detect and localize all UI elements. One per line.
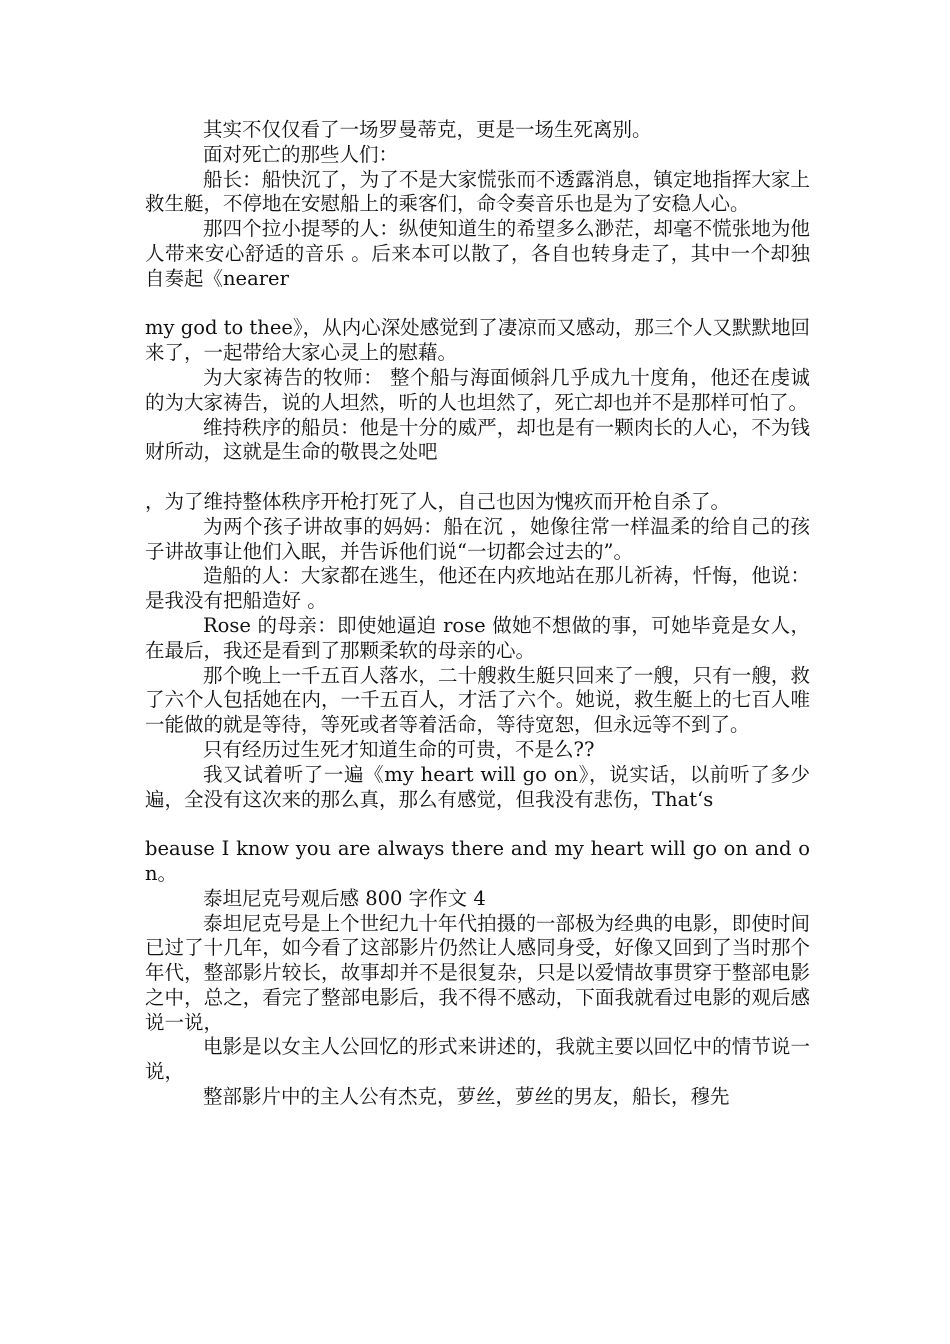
- paragraph-heading-people: 面对死亡的那些人们：: [203, 142, 399, 166]
- paragraph-officer-continued: ，为了维持整体秩序开枪打死了人，自己也因为愧疚而开枪自杀了。: [145, 489, 731, 513]
- section-heading-essay-4: 泰坦尼克号观后感 800 字作文 4: [203, 886, 486, 910]
- paragraph-narration: 电影是以女主人公回忆的形式来讲述的，我就主要以回忆中的情节说一说，: [145, 1035, 810, 1084]
- paragraph-song: 我又试着听了一遍《my heart will go on》，说实话，以前听了多少遍，全没有这次来的那么真，那么有感觉，但我没有悲伤，That‘s: [145, 762, 810, 811]
- paragraph-value-of-life: 只有经历过生死才知道生命的可贵，不是么??: [203, 737, 595, 761]
- paragraph-captain: 船长：船快沉了，为了不是大家慌张而不透露消息，镇定地指挥大家上救生艇，不停地在安慰船上的乘客们，命令奏音乐也是为了安稳人心。: [145, 167, 810, 216]
- paragraph-characters: 整部影片中的主人公有杰克，萝丝，萝丝的男友，船长，穆先: [203, 1085, 730, 1109]
- paragraph-violinists: 那四个拉小提琴的人：纵使知道生的希望多么渺茫，却毫不慌张地为他人带来安心舒适的音乐 。后来本可以散了，各自也转身走了，其中一个却独自奏起《nearer: [145, 217, 810, 290]
- paragraph-rose-mother: Rose 的母亲：即使她逼迫 rose 做她不想做的事，可她毕竟是女人，在最后，我还是看到了那颗柔软的母亲的心。: [145, 613, 810, 662]
- paragraph-essay-intro: 泰坦尼克号是上个世纪九十年代拍摄的一部极为经典的电影，即使时间已过了十几年，如今看了这部影片仍然让人感同身受，好像又回到了当时那个年代，整部影片较长，故事却并不是很复杂，只是以爱情故事贯穿于整部电影之中，总之，看完了整部电影后，我不得不感动，下面我就看过电影的观后感说一说，: [145, 911, 810, 1034]
- paragraph-priest: 为大家祷告的牧师： 整个船与海面倾斜几乎成九十度角，他还在虔诚的为大家祷告，说的人坦然，听的人也坦然了，死亡却也并不是那样可怕了。: [145, 365, 810, 414]
- paragraph-shipbuilder: 造船的人：大家都在逃生，他还在内疚地站在那儿祈祷，忏悔，他说：是我没有把船造好 。: [145, 564, 810, 613]
- paragraph-intro: 其实不仅仅看了一场罗曼蒂克，更是一场生死离别。: [203, 118, 652, 141]
- paragraph-mother-storyteller: 为两个孩子讲故事的妈妈：船在沉 ，她像往常一样温柔的给自己的孩子讲故事让他们入眠，并告诉他们说“一切都会过去的”。: [145, 514, 810, 563]
- document-body: [145, 118, 810, 1110]
- paragraph-officer: 维持秩序的船员：他是十分的威严，却也是有一颗肉长的人心，不为钱财所动，这就是生命的敬畏之处吧: [145, 415, 810, 464]
- paragraph-violinists-continued: my god to thee》，从内心深处感觉到了凄凉而又感动，那三个人又默默地回来了，一起带给大家心灵上的慰藉。: [145, 316, 810, 365]
- paragraph-song-continued: beause I know you are always there and my heart will go on and on。: [145, 837, 810, 885]
- paragraph-lifeboats: 那个晚上一千五百人落水，二十艘救生艇只回来了一艘，只有一艘，救了六个人包括她在内，一千五百人，才活了六个。她说，救生艇上的七百人唯一能做的就是等待，等死或者等着活命，等待宽恕，但永远等不到了。: [145, 663, 810, 737]
